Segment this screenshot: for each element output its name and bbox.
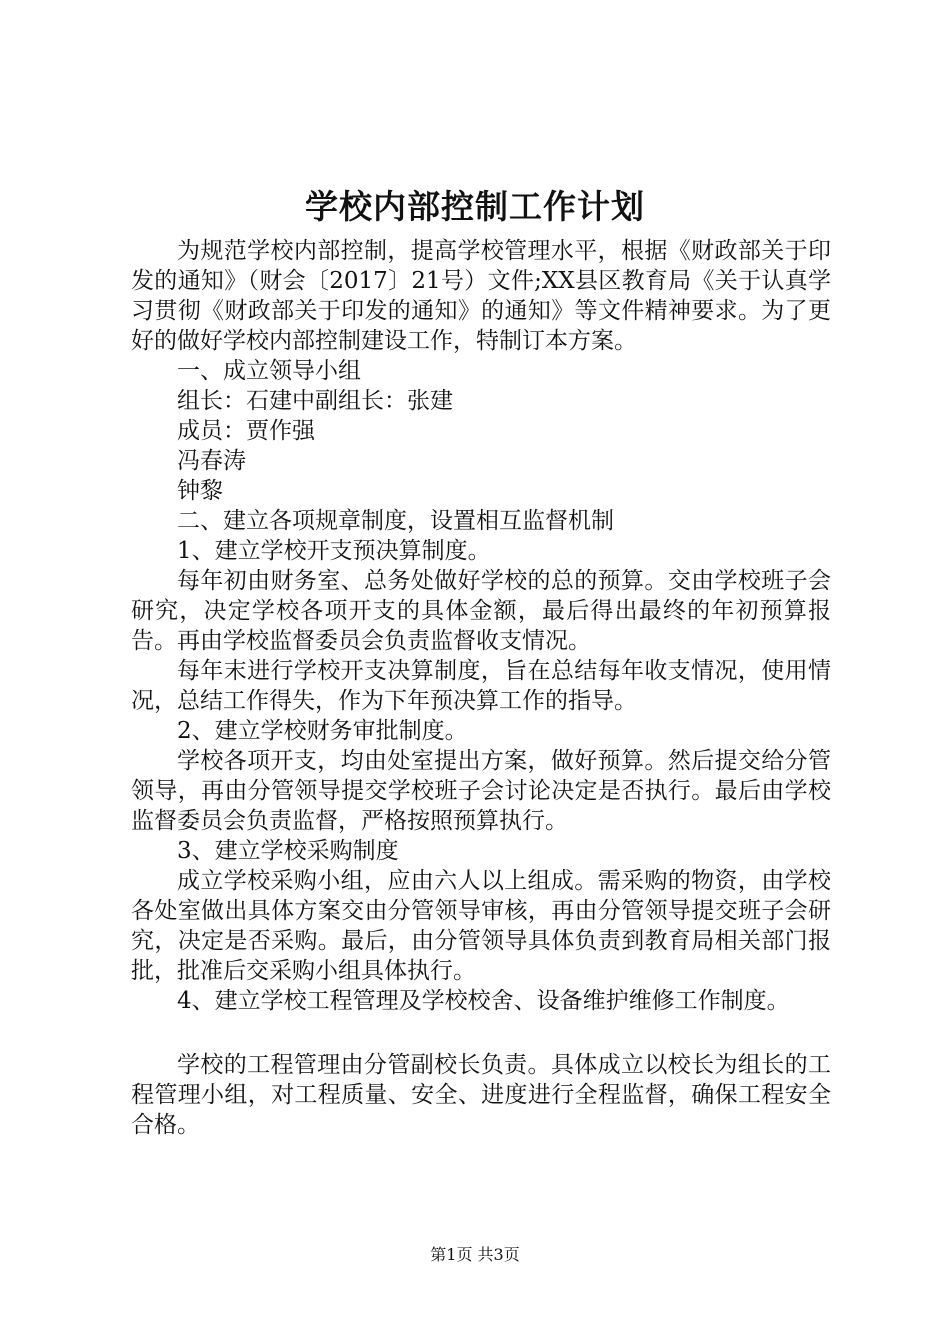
section-heading-rules: 二、建立各项规章制度，设置相互监督机制	[177, 508, 614, 534]
subsection-finance-approval: 2、建立学校财务审批制度。	[177, 718, 468, 744]
engineering-paragraph: 学校的工程管理由分管副校长负责。具体成立以校长为组长的工程管理小组，对工程质量、安全、进度进行全程监督，确保工程安全合格。	[131, 1052, 831, 1138]
leader-line: 组长：石建中副组长：张建	[177, 388, 453, 414]
subsection-budget: 1、建立学校开支预决算制度。	[177, 538, 491, 564]
procurement-paragraph: 成立学校采购小组，应由六人以上组成。需采购的物资，由学校各处室做出具体方案交由分管领导审核，再由分管领导提交班子会研究，决定是否采购。最后，由分管领导具体负责到教育局相关部门报批，批准后交采购小组具体执行。	[131, 868, 831, 984]
budget-paragraph: 每年初由财务室、总务处做好学校的总的预算。交由学校班子会研究，决定学校各项开支的具体金额，最后得出最终的年初预算报告。再由学校监督委员会负责监督收支情况。	[131, 568, 831, 654]
subsection-procurement: 3、建立学校采购制度	[177, 838, 399, 864]
member-name: 钟黎	[177, 478, 223, 504]
subsection-engineering: 4、建立学校工程管理及学校校舍、设备维护维修工作制度。	[177, 988, 790, 1014]
paragraph-spacer	[131, 1016, 831, 1050]
member-name: 冯春涛	[177, 448, 246, 474]
page-number: 第1页 共3页	[430, 1245, 520, 1264]
document-body	[131, 236, 831, 1140]
member-line: 成员：贾作强	[177, 418, 315, 444]
intro-paragraph: 为规范学校内部控制，提高学校管理水平，根据《财政部关于印发的通知》（财会〔2017〕21号）文件;XX县区教育局《关于认真学习贯彻《财政部关于印发的通知》的通知》等文件精神要求。为了更好的做好学校内部控制建设工作，特制订本方案。	[131, 238, 831, 354]
final-accounts-paragraph: 每年末进行学校开支决算制度，旨在总结每年收支情况，使用情况，总结工作得失，作为下年预决算工作的指导。	[131, 658, 831, 714]
section-heading-leadership: 一、成立领导小组	[177, 358, 361, 384]
finance-approval-paragraph: 学校各项开支，均由处室提出方案，做好预算。然后提交给分管领导，再由分管领导提交学校班子会讨论决定是否执行。最后由学校监督委员会负责监督，严格按照预算执行。	[131, 748, 831, 834]
document-title: 学校内部控制工作计划	[305, 187, 645, 226]
